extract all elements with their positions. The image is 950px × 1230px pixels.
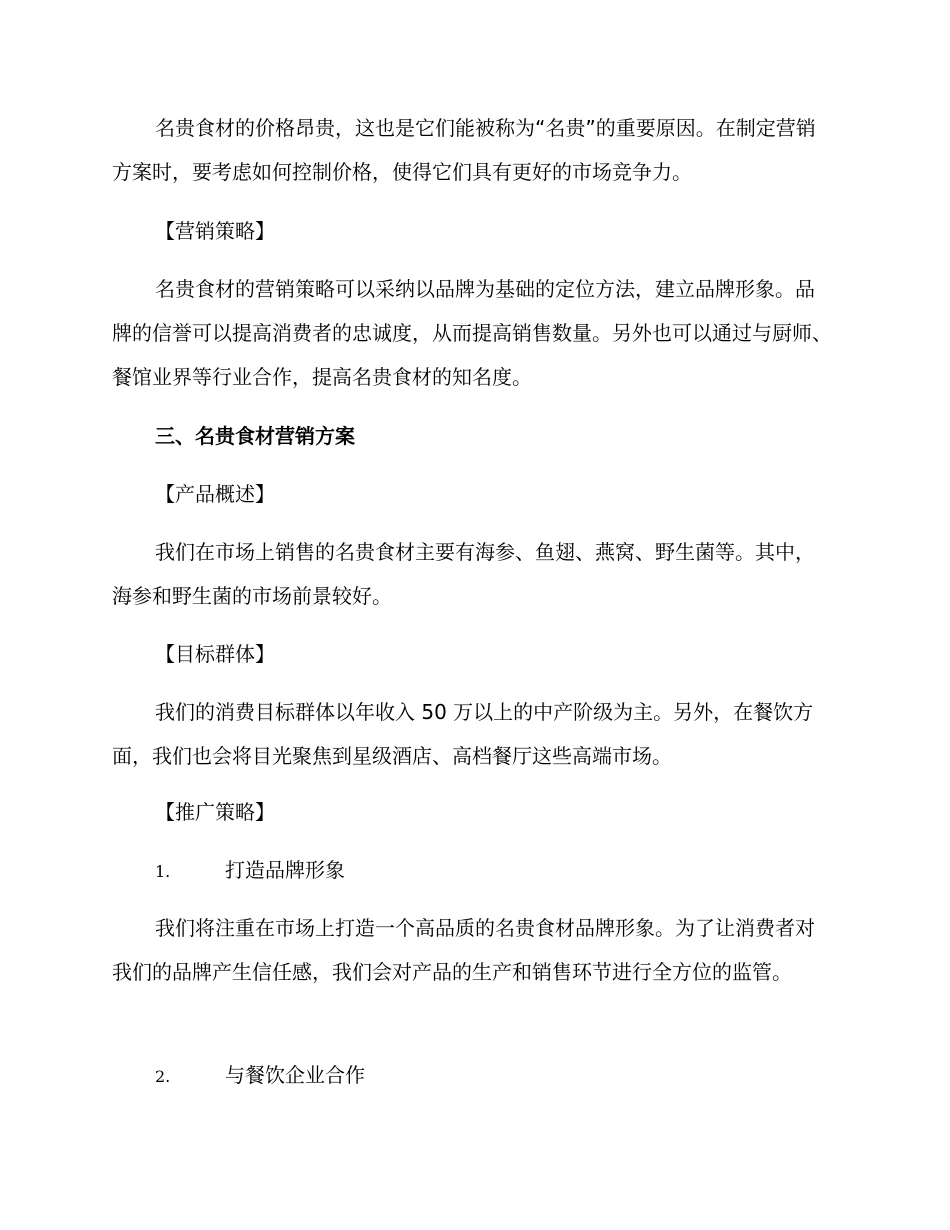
- paragraph-product-overview: 我们在市场上销售的名贵食材主要有海参、鱼翅、燕窝、野生菌等。其中，海参和野生菌的市场前景较好。: [112, 540, 815, 608]
- paragraph-target-group: 我们的消费目标群体以年收入 50 万以上的中产阶级为主。另外，在餐饮方面，我们也会将目光聚焦到星级酒店、高档餐厅这些高端市场。: [112, 700, 814, 768]
- list-item-label: 与餐饮企业合作: [225, 1063, 365, 1087]
- paragraph-marketing-strategy: 名贵食材的营销策略可以采纳以品牌为基础的定位方法，建立品牌形象。品牌的信誉可以提高消费者的忠诚度，从而提高销售数量。另外也可以通过与厨师、餐馆业界等行业合作，提高名贵食材的知名度。: [112, 277, 832, 389]
- heading-marketing-strategy: 【营销策略】: [155, 219, 275, 243]
- list-number: 2.: [155, 1067, 171, 1086]
- paragraph-brand-image: 我们将注重在市场上打造一个高品质的名贵食材品牌形象。为了让消费者对我们的品牌产生信任感，我们会对产品的生产和销售环节进行全方位的监管。: [112, 916, 815, 984]
- list-item-label: 打造品牌形象: [225, 858, 345, 882]
- section-title-marketing-plan: 三、名贵食材营销方案: [155, 424, 355, 448]
- heading-target-group: 【目标群体】: [155, 642, 275, 666]
- list-item-brand-image: [155, 848, 345, 894]
- paragraph-price: 名贵食材的价格昂贵，这也是它们能被称为“名贵”的重要原因。在制定营销方案时，要考虑如何控制价格，使得它们具有更好的市场竞争力。: [112, 116, 816, 184]
- heading-product-overview: 【产品概述】: [155, 482, 275, 506]
- heading-promotion-strategy: 【推广策略】: [155, 800, 275, 824]
- list-item-catering-cooperation: [155, 1053, 365, 1099]
- list-number: 1.: [155, 862, 171, 881]
